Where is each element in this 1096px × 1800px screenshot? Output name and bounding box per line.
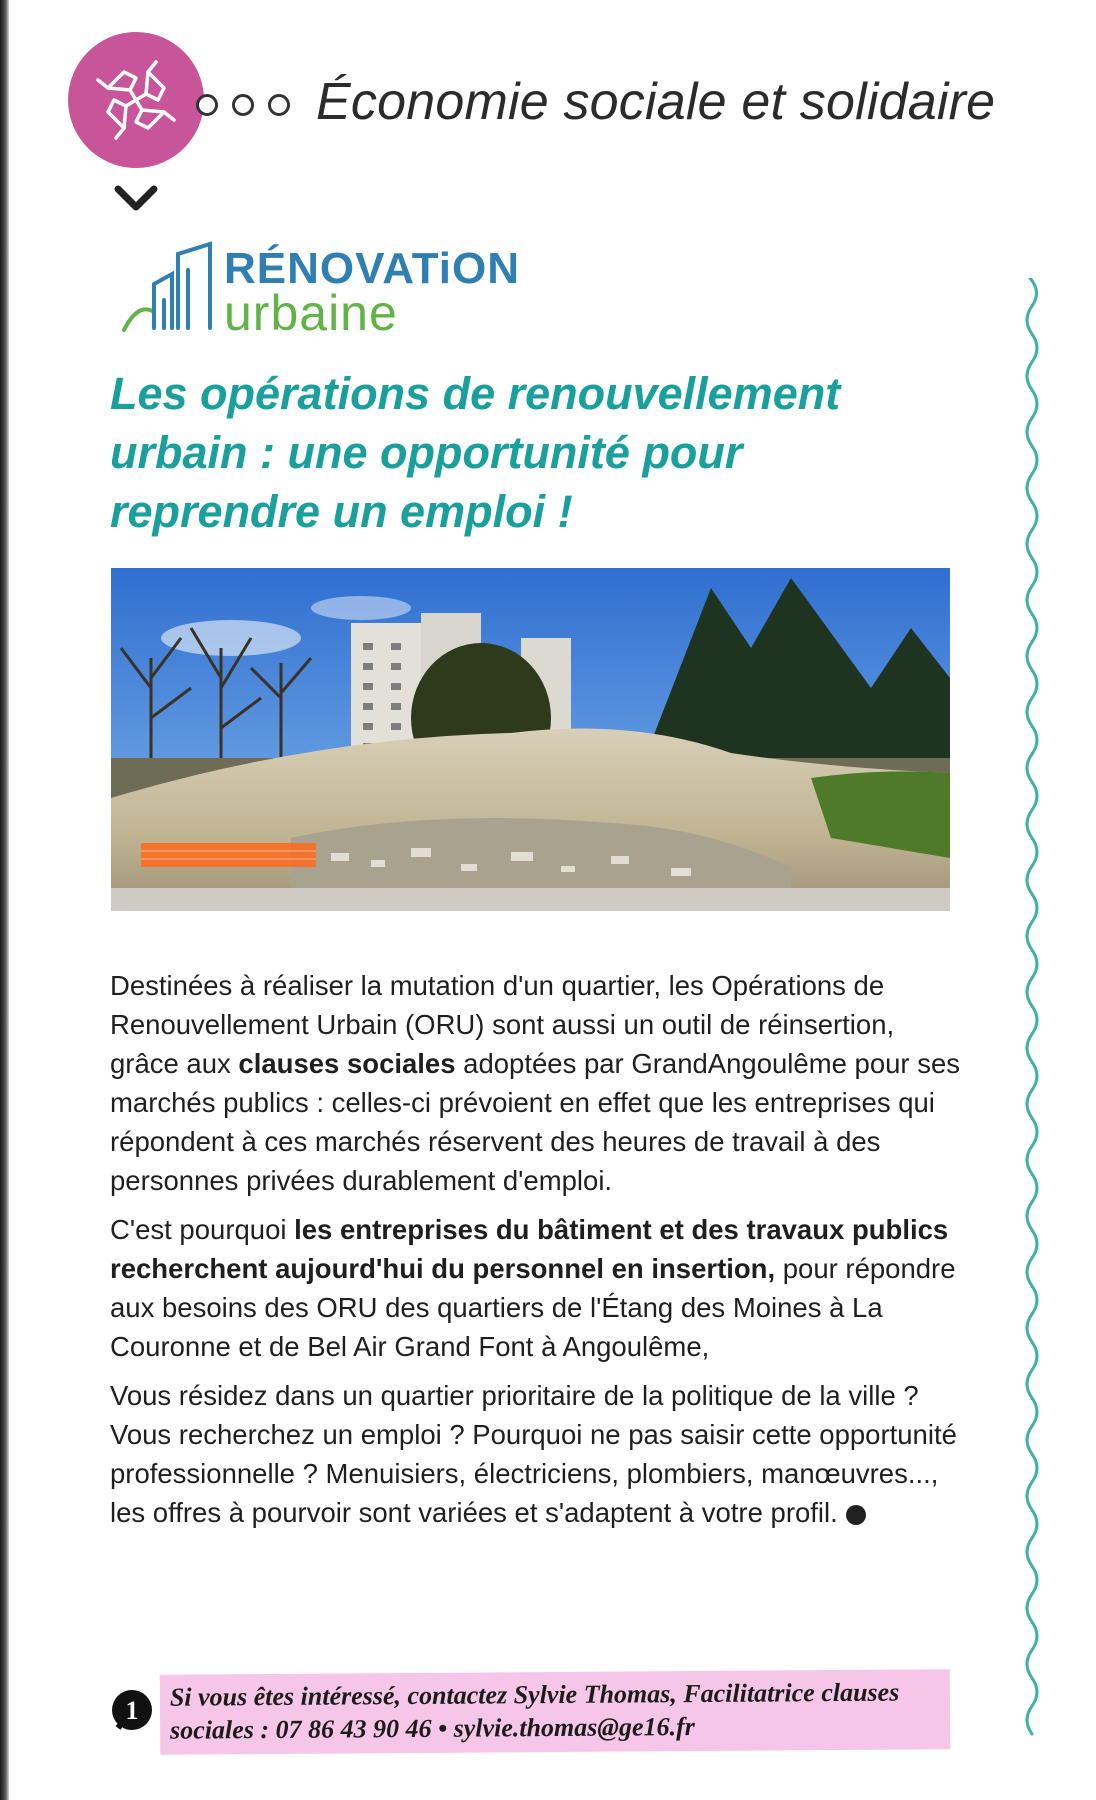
paragraph-bold: les entreprises du bâtiment et des travaux publics recherchent aujourd'hui du personnel en insertion,: [110, 1214, 949, 1284]
paragraph-text: C'est pourquoi: [110, 1214, 295, 1245]
paragraph-text: pour répondre aux besoins des ORU des quartiers de l'Étang des Moines à La Couronne et de Bel Air Grand Font à Angoulême,: [110, 1253, 956, 1362]
info-icon: [110, 1688, 154, 1732]
paragraph-1: [110, 966, 968, 1200]
headline-line: Les opérations de renouvellement: [110, 368, 841, 419]
dot-icon: [232, 94, 254, 116]
dot-icon: [196, 94, 218, 116]
headline-line: urbain : une opportunité pour: [110, 427, 743, 478]
building-outline-icon: [120, 240, 220, 340]
construction-site-photo: [111, 568, 950, 911]
paragraph-text: adoptées par GrandAngoulême pour ses marchés publics : celles-ci prévoient en effet que les entreprises qui répondent à ces marchés réservent des heures de travail à des personnes privées durablement d'emploi.: [110, 1048, 961, 1196]
renovation-urbaine-logo: [120, 240, 540, 350]
svg-text:1: 1: [125, 1696, 139, 1725]
contact-highlight: [160, 1669, 951, 1755]
article-headline: [110, 364, 990, 541]
logo-line1: RÉNOVATiON: [224, 244, 521, 293]
paragraph-bold: clauses sociales: [238, 1048, 456, 1079]
contact-text: Si vous êtes intéressé, contactez Sylvie Thomas, Facilitatrice clauses sociales : 07 86 43 90 46 • sylvie.thomas@ge16.fr: [169, 1677, 900, 1745]
decorative-wavy-line: [1020, 278, 1050, 1738]
section-badge: [68, 32, 204, 168]
paragraph-text: Vous résidez dans un quartier prioritaire de la politique de la ville ? Vous recherchez un emploi ? Pourquoi ne pas saisir cette opportunité professionnelle ? Menuisiers, électriciens, plombiers, manœuvres..., les offres à pourvoir sont variées et s'adaptent à votre profil.: [110, 1380, 957, 1528]
paragraph-3: [110, 1376, 968, 1532]
paragraph-text: Destinées à réaliser la mutation d'un quartier, les Opérations de Renouvellement Urbain (ORU) sont aussi un outil de réinsertion, grâce aux: [110, 970, 895, 1079]
end-of-article-icon: [846, 1505, 866, 1525]
paragraph-2: [110, 1210, 968, 1366]
dot-icon: [268, 94, 290, 116]
article-body: [110, 966, 968, 1542]
scan-edge: [0, 0, 9, 1800]
logo-line2: urbaine: [224, 285, 398, 341]
section-title: Économie sociale et solidaire: [316, 73, 996, 131]
section-header: [68, 32, 1058, 172]
chevron-down-icon: [114, 183, 158, 213]
headline-line: reprendre un emploi !: [110, 486, 573, 537]
joined-hands-icon: [86, 50, 186, 150]
